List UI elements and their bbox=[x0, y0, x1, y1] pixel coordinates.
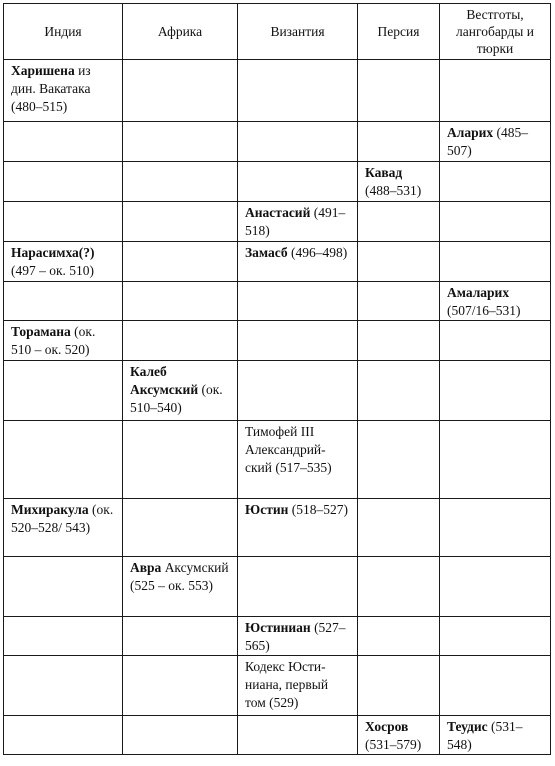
header-africa: Африка bbox=[123, 4, 238, 60]
entry-detail: (485–507) bbox=[447, 125, 528, 158]
table-row bbox=[4, 60, 551, 122]
cell-india bbox=[4, 617, 123, 656]
cell-byzantium bbox=[238, 60, 358, 122]
cell-visigoths bbox=[440, 716, 551, 755]
entry-detail: (497 – ок. 510) bbox=[11, 263, 95, 278]
cell-africa bbox=[123, 656, 238, 716]
table-row bbox=[4, 162, 551, 202]
entry-detail: Аксумский (525 – ок. 553) bbox=[130, 560, 229, 593]
cell-india bbox=[4, 499, 123, 557]
cell-africa bbox=[123, 60, 238, 122]
entry-detail: (ок. 520–528/ 543) bbox=[11, 502, 114, 535]
cell-visigoths bbox=[440, 122, 551, 162]
cell-india bbox=[4, 60, 123, 122]
cell-persia bbox=[358, 716, 440, 755]
cell-persia bbox=[358, 421, 440, 499]
cell-india bbox=[4, 242, 123, 282]
cell-africa bbox=[123, 122, 238, 162]
cell-persia bbox=[358, 60, 440, 122]
entry-detail: (491–518) bbox=[245, 205, 346, 238]
cell-byzantium bbox=[238, 162, 358, 202]
table-row bbox=[4, 557, 551, 617]
table-body bbox=[4, 60, 551, 755]
ruler-name: Михиракула bbox=[11, 502, 89, 517]
cell-persia bbox=[358, 617, 440, 656]
cell-byzantium bbox=[238, 282, 358, 321]
entry-detail: Тимофей III Александрий-ский (517–535) bbox=[245, 424, 332, 475]
cell-africa bbox=[123, 202, 238, 242]
header-visigoths: Вестготы, лангобарды и тюрки bbox=[440, 4, 551, 60]
ruler-name: Юстин bbox=[245, 502, 289, 517]
entry-detail: Кодекс Юсти-ниана, первый том (529) bbox=[245, 659, 329, 710]
header-byzantium: Византия bbox=[238, 4, 358, 60]
cell-persia bbox=[358, 361, 440, 421]
header-persia: Персия bbox=[358, 4, 440, 60]
table-row bbox=[4, 617, 551, 656]
table-row bbox=[4, 202, 551, 242]
table-row bbox=[4, 421, 551, 499]
cell-africa bbox=[123, 557, 238, 617]
cell-africa bbox=[123, 321, 238, 361]
cell-byzantium bbox=[238, 656, 358, 716]
ruler-name: Кавад bbox=[365, 165, 403, 180]
cell-persia bbox=[358, 321, 440, 361]
cell-africa bbox=[123, 282, 238, 321]
entry-detail: (ок. 510–540) bbox=[130, 382, 223, 415]
table-row bbox=[4, 321, 551, 361]
cell-visigoths bbox=[440, 162, 551, 202]
entry-detail: (518–527) bbox=[288, 502, 349, 517]
ruler-name: Амаларих bbox=[447, 285, 510, 300]
cell-byzantium bbox=[238, 242, 358, 282]
cell-persia bbox=[358, 656, 440, 716]
cell-byzantium bbox=[238, 421, 358, 499]
entry-detail: (531–548) bbox=[447, 719, 523, 752]
cell-india bbox=[4, 122, 123, 162]
cell-persia bbox=[358, 557, 440, 617]
cell-africa bbox=[123, 421, 238, 499]
cell-india bbox=[4, 361, 123, 421]
table-row bbox=[4, 656, 551, 716]
cell-visigoths bbox=[440, 361, 551, 421]
cell-africa bbox=[123, 242, 238, 282]
cell-africa bbox=[123, 716, 238, 755]
cell-africa bbox=[123, 499, 238, 557]
cell-visigoths bbox=[440, 60, 551, 122]
cell-visigoths bbox=[440, 656, 551, 716]
cell-india bbox=[4, 421, 123, 499]
ruler-name: Замасб bbox=[245, 245, 288, 260]
entry-detail: (496–498) bbox=[287, 245, 348, 260]
cell-visigoths bbox=[440, 321, 551, 361]
entry-detail: (527–565) bbox=[245, 620, 346, 653]
cell-persia bbox=[358, 282, 440, 321]
cell-india bbox=[4, 162, 123, 202]
ruler-name: Анастасий bbox=[245, 205, 311, 220]
header-row bbox=[4, 4, 551, 60]
table-row bbox=[4, 242, 551, 282]
chronology-table bbox=[3, 3, 551, 755]
cell-visigoths bbox=[440, 282, 551, 321]
cell-byzantium bbox=[238, 202, 358, 242]
ruler-name: Торамана bbox=[11, 324, 71, 339]
entry-detail: (531–579) bbox=[365, 737, 422, 752]
table-row bbox=[4, 122, 551, 162]
cell-persia bbox=[358, 122, 440, 162]
cell-byzantium bbox=[238, 557, 358, 617]
cell-africa bbox=[123, 361, 238, 421]
table-row bbox=[4, 361, 551, 421]
cell-byzantium bbox=[238, 617, 358, 656]
ruler-name: Теудис bbox=[447, 719, 488, 734]
ruler-name: Аларих bbox=[447, 125, 494, 140]
cell-india bbox=[4, 282, 123, 321]
entry-detail: (488–531) bbox=[365, 183, 422, 198]
cell-persia bbox=[358, 202, 440, 242]
entry-detail: (507/16–531) bbox=[447, 303, 521, 318]
cell-visigoths bbox=[440, 202, 551, 242]
cell-africa bbox=[123, 162, 238, 202]
ruler-name: Харишена bbox=[11, 63, 75, 78]
cell-byzantium bbox=[238, 321, 358, 361]
cell-india bbox=[4, 557, 123, 617]
entry-detail: (ок. 510 – ок. 520) bbox=[11, 324, 96, 357]
cell-byzantium bbox=[238, 122, 358, 162]
cell-visigoths bbox=[440, 242, 551, 282]
cell-india bbox=[4, 716, 123, 755]
table-row bbox=[4, 499, 551, 557]
ruler-name: Юстиниан bbox=[245, 620, 311, 635]
cell-persia bbox=[358, 162, 440, 202]
cell-byzantium bbox=[238, 716, 358, 755]
table-row bbox=[4, 282, 551, 321]
cell-visigoths bbox=[440, 499, 551, 557]
ruler-name: Авра bbox=[130, 560, 162, 575]
cell-byzantium bbox=[238, 361, 358, 421]
ruler-name: Хосров bbox=[365, 719, 409, 734]
cell-persia bbox=[358, 242, 440, 282]
cell-india bbox=[4, 656, 123, 716]
cell-india bbox=[4, 202, 123, 242]
ruler-name: Калеб Аксумский bbox=[130, 364, 199, 397]
table-row bbox=[4, 716, 551, 755]
header-india: Индия bbox=[4, 4, 123, 60]
cell-india bbox=[4, 321, 123, 361]
cell-byzantium bbox=[238, 499, 358, 557]
cell-visigoths bbox=[440, 421, 551, 499]
entry-detail: из дин. Вакатака (480–515) bbox=[11, 63, 91, 114]
cell-africa bbox=[123, 617, 238, 656]
cell-visigoths bbox=[440, 557, 551, 617]
ruler-name: Нарасимха(?) bbox=[11, 245, 95, 260]
cell-visigoths bbox=[440, 617, 551, 656]
cell-persia bbox=[358, 499, 440, 557]
